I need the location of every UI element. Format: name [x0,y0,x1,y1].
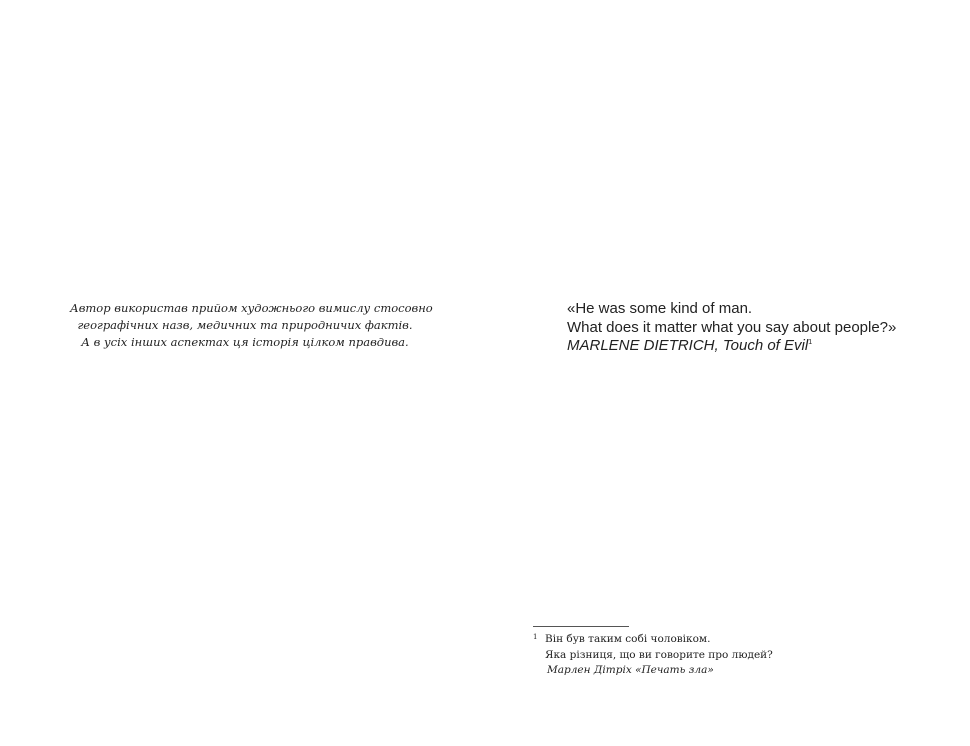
footnote-marker: 1 [533,633,538,641]
footnote-separator [533,626,629,627]
footnote-line-2: Яка різниця, що ви говорите про людей? [545,648,773,661]
right-page [485,0,970,746]
footnote-source: Марлен Дітріх «Печать зла» [547,664,714,676]
epigraph-attribution [567,337,947,356]
author-disclaimer [70,300,433,351]
disclaimer-line: А в усіх інших аспектах ця історія цілком правдива. [81,335,409,349]
epigraph [567,300,947,356]
footnote-line-1: Він був таким собі чоловіком. [545,633,711,645]
disclaimer-line: Автор використав прийом художнього вимислу стосовно [70,301,433,315]
attribution-text: MARLENE DIETRICH, Touch of Evil [567,337,809,354]
footnote [533,632,893,679]
epigraph-line-2: What does it matter what you say about people?» [567,318,897,336]
footnote-body [545,632,893,679]
footnote-reference: 1 [808,339,813,346]
disclaimer-line: географічних назв, медичних та природничих фактів. [77,318,413,332]
epigraph-line-1: «He was some kind of man. [567,300,753,317]
